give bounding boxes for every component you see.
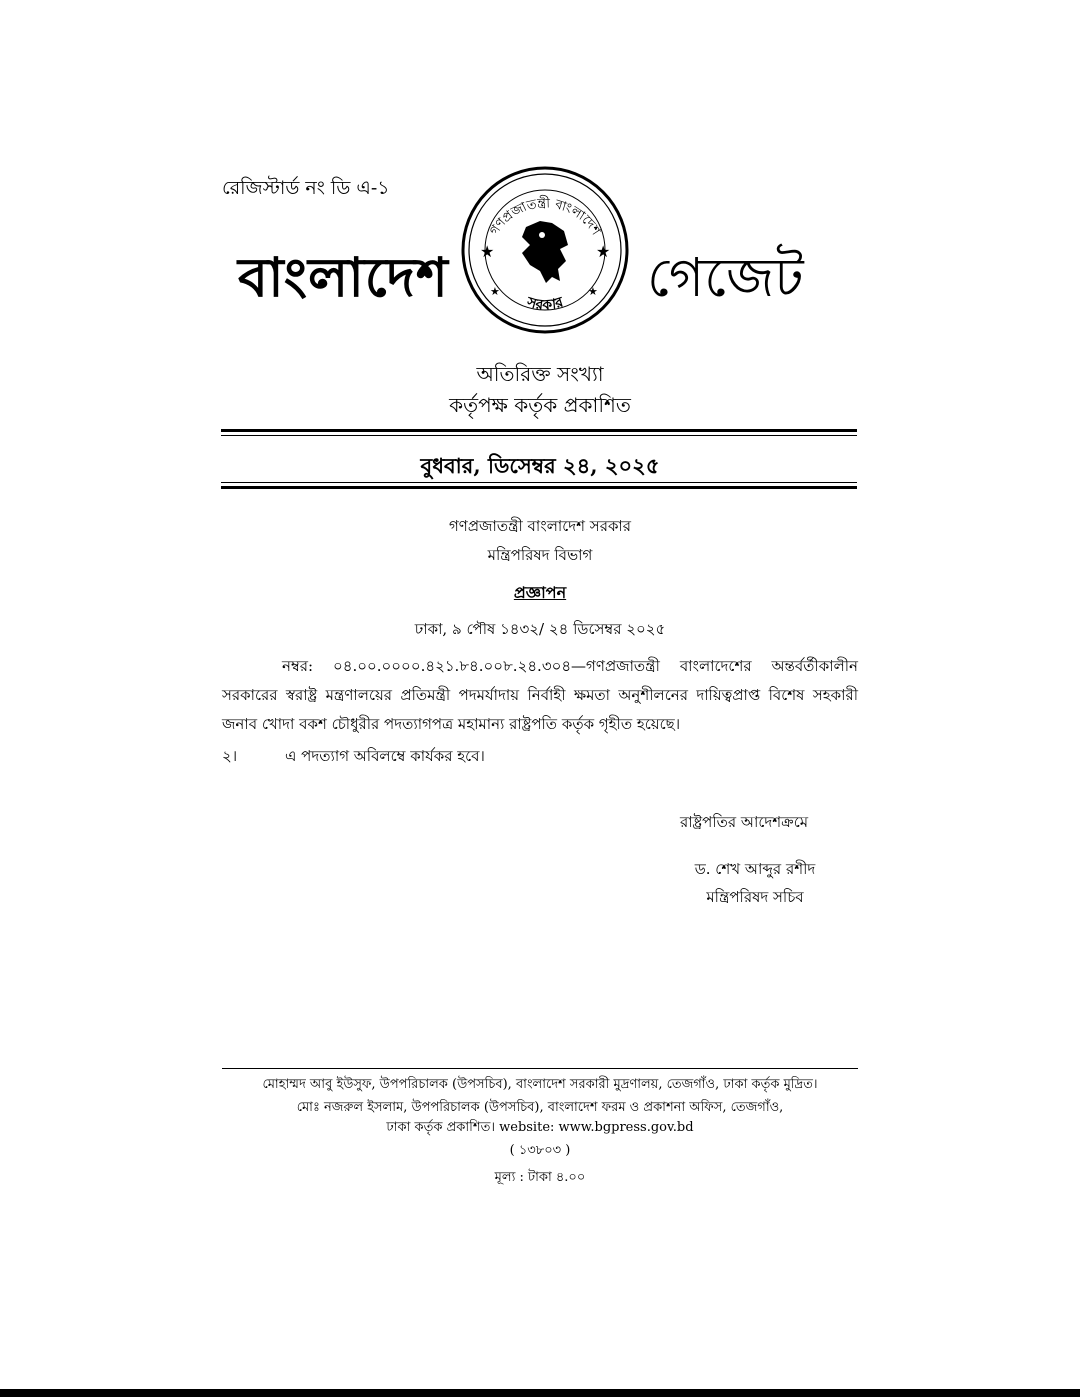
notification-title: প্রজ্ঞাপন xyxy=(513,583,567,602)
svg-text:সরকার xyxy=(524,294,566,314)
svg-text:★: ★ xyxy=(588,285,598,298)
signatory-title: মন্ত্রিপরিষদ সচিব xyxy=(706,888,804,906)
notice-paragraph-2: এ পদত্যাগ অবিলম্বে কার্যকর হবে। xyxy=(285,747,485,765)
top-thick-rule xyxy=(221,429,857,432)
signatory-name: ড. শেখ আব্দুর রশীদ xyxy=(694,860,816,878)
footer-rule xyxy=(222,1068,858,1069)
svg-text:★: ★ xyxy=(490,285,500,298)
seal-bottom-text: সরকার xyxy=(524,294,566,314)
footer-website-line: ঢাকা কর্তৃক প্রকাশিত। website: www.bgpress.gov.bd xyxy=(386,1120,694,1135)
extra-issue-label: অতিরিক্ত সংখ্যা xyxy=(476,362,604,386)
svg-text:★: ★ xyxy=(480,242,495,261)
footer-code: ( ১৩৮০৩ ) xyxy=(509,1143,571,1158)
issue-date: বুধবার, ডিসেম্বর ২৪, ২০২৫ xyxy=(420,453,660,478)
svg-text:★: ★ xyxy=(596,242,611,261)
footer-printer-line: মোহাম্মদ আবু ইউসুফ, উপপরিচালক (উপসচিব), বাংলাদেশ সরকারী মুদ্রণালয়, তেজগাঁও, ঢাকা কর্তৃক মুদ্রিত। xyxy=(262,1077,818,1092)
registration-number: রেজিস্টার্ড নং ডি এ-১ xyxy=(222,177,390,199)
footer-price: মূল্য : টাকা ৪.০০ xyxy=(494,1170,586,1185)
published-by-label: কর্তৃপক্ষ কর্তৃক প্রকাশিত xyxy=(449,393,631,417)
place-date: ঢাকা, ৯ পৌষ ১৪৩২/ ২৪ ডিসেম্বর ২০২৫ xyxy=(414,620,666,638)
bottom-thin-rule xyxy=(221,482,857,483)
division-name: মন্ত্রিপরিষদ বিভাগ xyxy=(487,546,593,564)
top-thin-rule xyxy=(221,435,857,436)
footer-publisher-line: মোঃ নজরুল ইসলাম, উপপরিচালক (উপসচিব), বাংলাদেশ ফরম ও প্রকাশনা অফিস, তেজগাঁও, xyxy=(296,1100,784,1115)
order-line: রাষ্ট্রপতির আদেশক্রমে xyxy=(680,813,809,831)
seal-top-text: গণপ্রজাতন্ত্রী বাংলাদেশ xyxy=(486,196,604,239)
paragraph-2-number: ২। xyxy=(222,747,238,765)
notice-paragraph-1: নম্বর: ০৪.০০.০০০০.৪২১.৮৪.০০৮.২৪.৩০৪—গণপ্রজাতন্ত্রী বাংলাদেশের অন্তর্বর্তীকালীন সরকারের স্বরাষ্ট্র মন্ত্রণালয়ের প্রতিমন্ত্রী পদমর্যাদায় নির্বাহী ক্ষমতা অনুশীলনের দায়িত্বপ্রাপ্ত বিশেষ সহকারী জনাব খোদা বকশ চৌধুরীর পদত্যাগপত্র মহামান্য রাষ্ট্রপতি কর্তৃক গৃহীত হয়েছে। xyxy=(222,657,858,733)
bottom-thick-rule xyxy=(221,486,857,489)
government-name: গণপ্রজাতন্ত্রী বাংলাদেশ সরকার xyxy=(448,517,632,535)
government-seal xyxy=(460,165,630,335)
bottom-scan-edge xyxy=(0,1389,1080,1397)
seal-logo-icon xyxy=(460,165,630,335)
masthead-title-left: বাংলাদেশ xyxy=(238,245,449,309)
masthead-title-right: গেজেট xyxy=(647,246,804,309)
